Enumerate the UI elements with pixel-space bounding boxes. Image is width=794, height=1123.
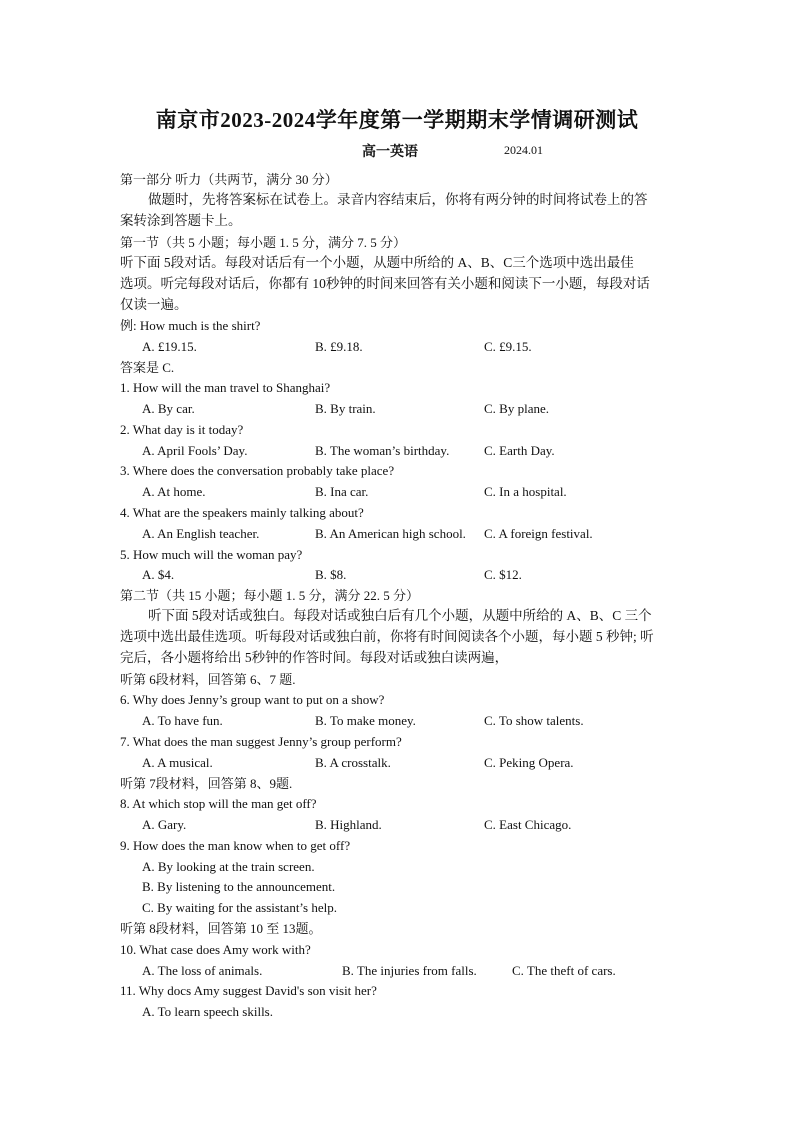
question-7: 7. What does the man suggest Jenny’s group perform? <box>120 734 402 749</box>
section2-heading: 第二节（共 15 小题；每小题 1. 5 分，满分 22. 5 分） <box>120 588 420 603</box>
question-11: 11. Why docs Amy suggest David's son visit her? <box>120 983 377 998</box>
q10-option-c: C. The theft of cars. <box>512 963 616 978</box>
q6-option-a: A. To have fun. <box>142 713 223 728</box>
q2-option-c: C. Earth Day. <box>484 443 555 458</box>
example-answer: 答案是 C. <box>120 360 175 375</box>
example-question: 例: How much is the shirt? <box>120 318 261 333</box>
part1-instruction-line1: 做题时，先将答案标在试卷上。录音内容结束后，你将有两分钟的时间将试卷上的答 <box>148 192 648 207</box>
section1-instruction-line1: 听下面 5段对话。每段对话后有一个小题，从题中所给的 A、B、C三个选项中选出最佳 <box>120 255 634 270</box>
q10-option-a: A. The loss of animals. <box>142 963 263 978</box>
section1-instruction-line2: 选项。听完每段对话后，你都有 10秒钟的时间来回答有关小题和阅读下一小题，每段对话 <box>120 276 650 291</box>
q9-option-a: A. By looking at the train screen. <box>142 859 315 874</box>
example-option-a: A. £19.15. <box>142 339 197 354</box>
question-1: 1. How will the man travel to Shanghai? <box>120 380 331 395</box>
q4-option-c: C. A foreign festival. <box>484 526 593 541</box>
q9-option-c: C. By waiting for the assistant’s help. <box>142 900 337 915</box>
question-4: 4. What are the speakers mainly talking about? <box>120 505 364 520</box>
q1-option-c: C. By plane. <box>484 401 549 416</box>
question-10: 10. What case does Amy work with? <box>120 942 311 957</box>
question-8: 8. At which stop will the man get off? <box>120 796 317 811</box>
q3-option-b: B. Ina car. <box>315 484 369 499</box>
q1-option-a: A. By car. <box>142 401 195 416</box>
subject-label: 高一英语 <box>362 145 418 160</box>
q8-option-c: C. East Chicago. <box>484 817 572 832</box>
q7-option-b: B. A crosstalk. <box>315 755 391 770</box>
q8-option-a: A. Gary. <box>142 817 187 832</box>
q3-option-a: A. At home. <box>142 484 206 499</box>
question-6: 6. Why does Jenny’s group want to put on a show? <box>120 692 385 707</box>
question-5: 5. How much will the woman pay? <box>120 547 303 562</box>
material-7-heading: 听第 7段材料，回答第 8、9题. <box>120 776 293 791</box>
material-8-heading: 听第 8段材料，回答第 10 至 13题。 <box>120 921 322 936</box>
question-3: 3. Where does the conversation probably take place? <box>120 463 395 478</box>
q6-option-b: B. To make money. <box>315 713 416 728</box>
material-6-heading: 听第 6段材料，回答第 6、7 题. <box>120 672 296 687</box>
section2-instruction-line2: 选项中选出最佳选项。听每段对话或独白前，你将有时间阅读各个小题，每小题 5 秒钟; 听 <box>120 629 654 644</box>
q8-option-b: B. Highland. <box>315 817 382 832</box>
question-9: 9. How does the man know when to get off? <box>120 838 351 853</box>
section1-instruction-line3: 仅读一遍。 <box>120 297 188 312</box>
exam-title: 南京市2023-2024学年度第一学期期末学情调研测试 <box>155 108 639 132</box>
q4-option-a: A. An English teacher. <box>142 526 260 541</box>
section1-heading: 第一节（共 5 小题；每小题 1. 5 分，满分 7. 5 分） <box>120 235 407 250</box>
exam-date: 2024.01 <box>504 143 543 157</box>
q2-option-a: A. April Fools’ Day. <box>142 443 248 458</box>
section2-instruction-line3: 完后，各小题将给出 5秒钟的作答时间。每段对话或独白读两遍， <box>120 650 509 665</box>
q5-option-b: B. $8. <box>315 567 347 582</box>
q10-option-b: B. The injuries from falls. <box>342 963 477 978</box>
section2-instruction-line1: 听下面 5段对话或独白。每段对话或独白后有几个小题，从题中所给的 A、B、C 三个 <box>148 608 652 623</box>
q5-option-c: C. $12. <box>484 567 522 582</box>
q1-option-b: B. By train. <box>315 401 376 416</box>
q7-option-c: C. Peking Opera. <box>484 755 574 770</box>
q6-option-c: C. To show talents. <box>484 713 584 728</box>
q11-option-a: A. To learn speech skills. <box>142 1004 273 1019</box>
part1-instruction-line2: 案转涂到答题卡上。 <box>120 213 242 228</box>
q2-option-b: B. The woman’s birthday. <box>315 443 450 458</box>
example-option-c: C. £9.15. <box>484 339 532 354</box>
q3-option-c: C. In a hospital. <box>484 484 567 499</box>
q7-option-a: A. A musical. <box>142 755 213 770</box>
part1-heading: 第一部分 听力（共两节，满分 30 分） <box>120 172 338 187</box>
example-option-b: B. £9.18. <box>315 339 363 354</box>
q5-option-a: A. $4. <box>142 567 175 582</box>
q9-option-b: B. By listening to the announcement. <box>142 879 336 894</box>
question-2: 2. What day is it today? <box>120 422 244 437</box>
q4-option-b: B. An American high school. <box>315 526 466 541</box>
